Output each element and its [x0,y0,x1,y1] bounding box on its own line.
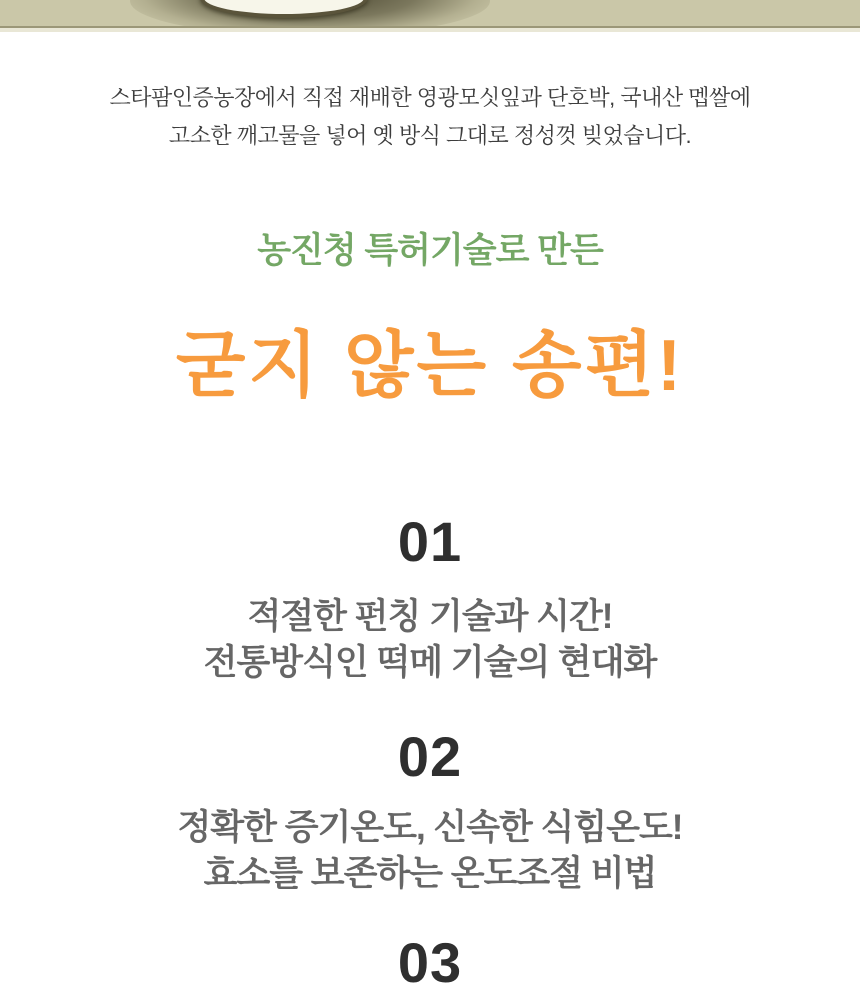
intro-paragraph [0,79,860,155]
product-photo-strip [0,0,860,28]
step-1-description [0,594,860,686]
intro-line-2: 고소한 깨고물을 넣어 옛 방식 그대로 정성껏 빚었습니다. [168,123,692,148]
title-orange: 굳지 않는 송편! [175,326,685,406]
intro-line-1: 스타팜인증농장에서 직접 재배한 영광모싯잎과 단호박, 국내산 멥쌀에 [109,85,751,110]
step-3-number: 03 [397,931,463,994]
step-1-line-2: 전통방식인 떡메 기술의 현대화 [203,643,657,682]
subtitle-green: 농진청 특허기술로 만든 [257,231,603,270]
step-2-line-2: 효소를 보존하는 온도조절 비법 [203,854,657,893]
step-1-line-1: 적절한 펀칭 기술과 시간! [247,597,613,636]
step-2-description [0,805,860,897]
step-2-number: 02 [397,725,463,788]
step-2-line-1: 정확한 증기온도, 신속한 식힘온도! [177,808,683,847]
step-1-number: 01 [397,510,463,573]
